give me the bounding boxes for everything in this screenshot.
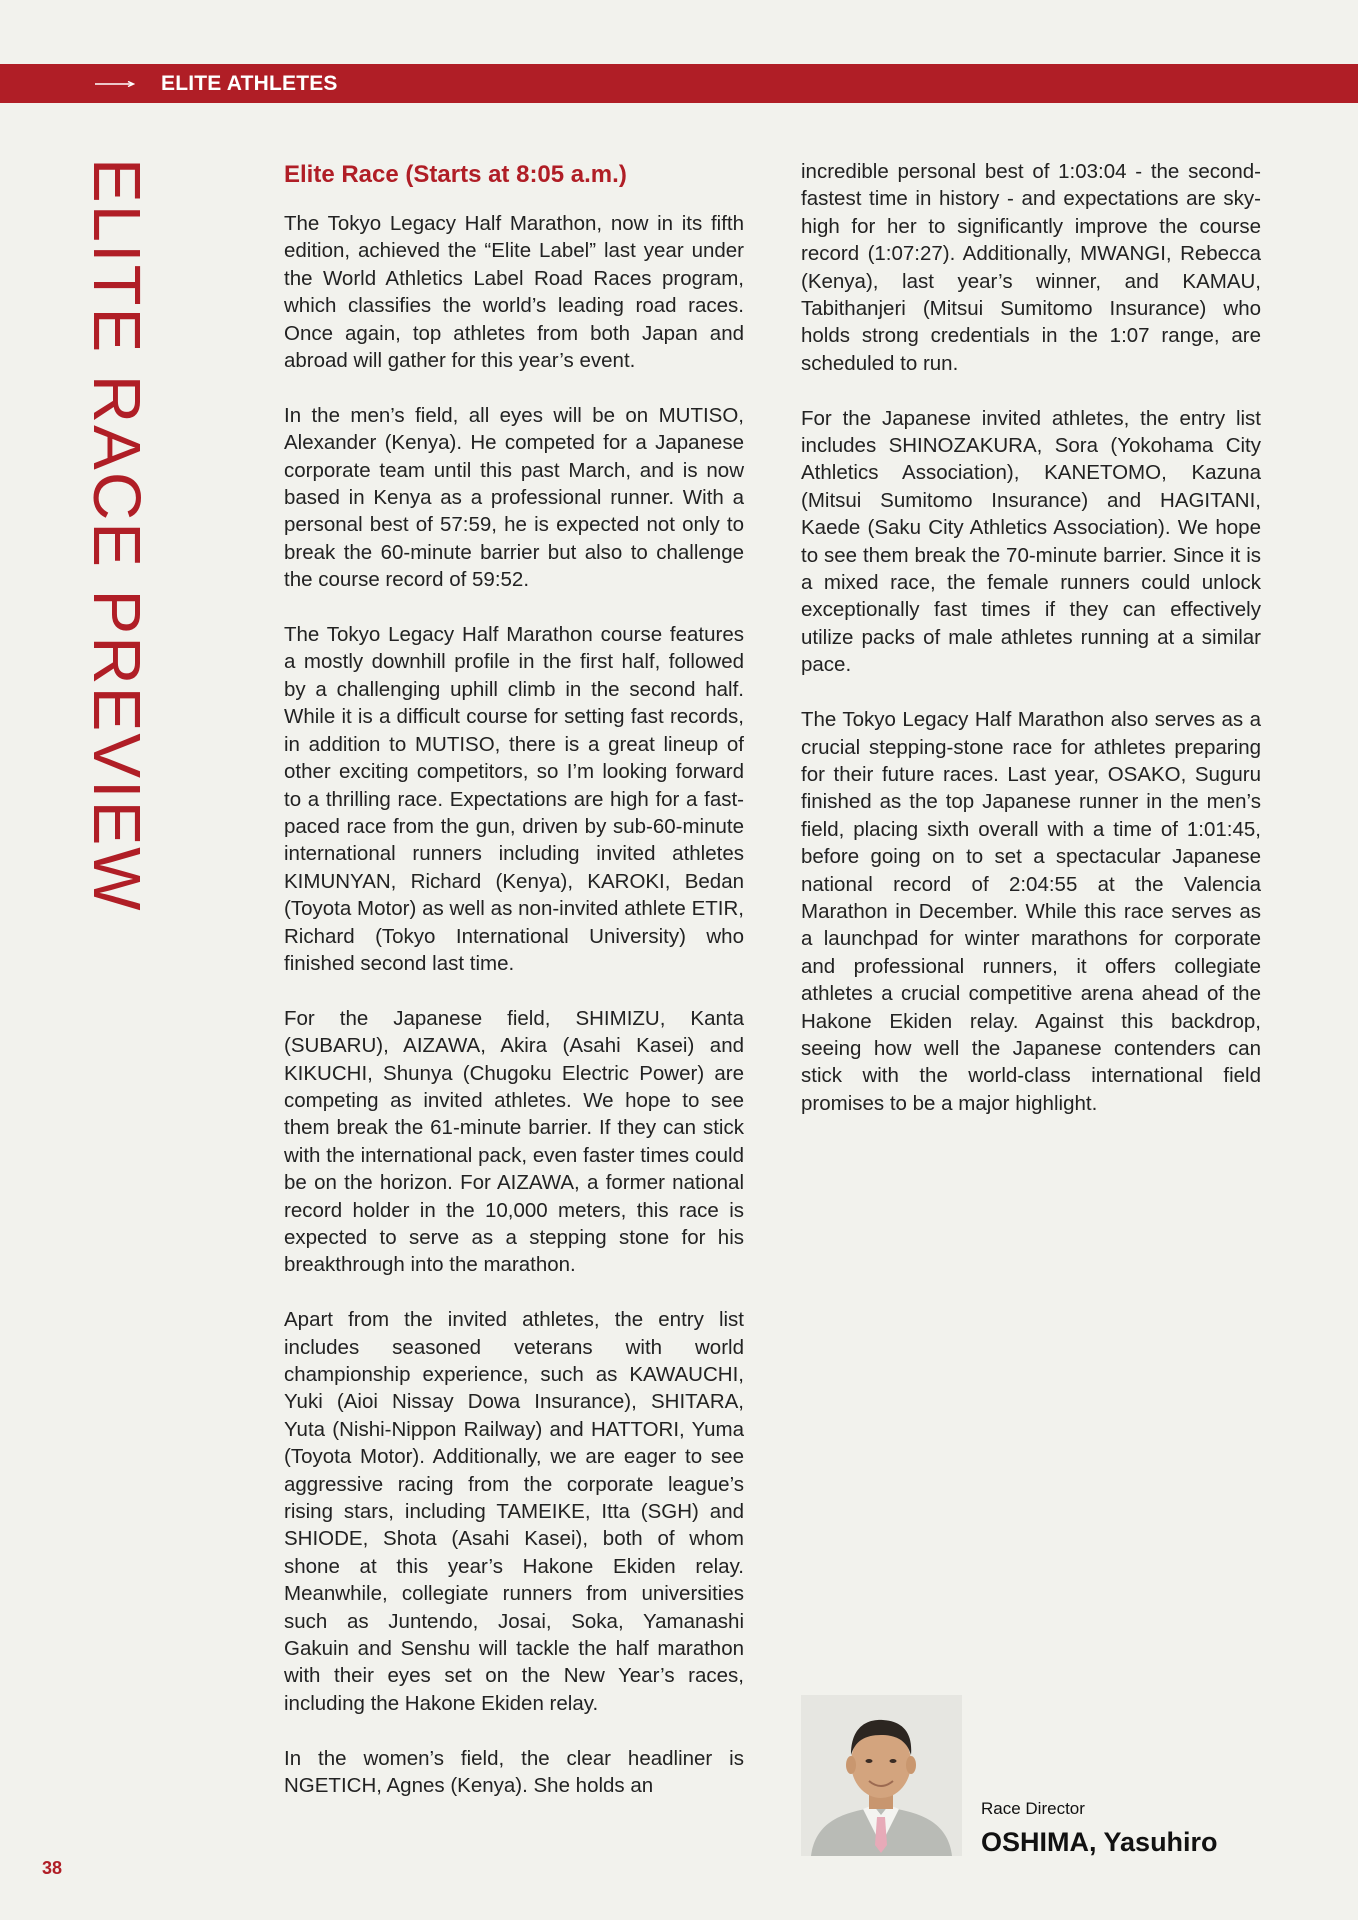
article-paragraph: Apart from the invited athletes, the entry list includes seasoned veterans with world championship experience, such as KAWAUCHI, Yuki (Aioi Nissay Dowa Insurance), SHITARA, Yuta (Nishi-Nippon Railway) and HATTORI, Yuma (Toyota Motor). Additionally, we are eager to see aggressive racing from the corporate league’s rising stars, including TAMEIKE, Itta (SGH) and SHIODE, Shota (Asahi Kasei), both of whom shone at this year’s Hakone Ekiden relay. Meanwhile, collegiate runners from universities such as Juntendo, Josai, Soka, Yamanashi Gakuin and Senshu will tackle the half marathon with their eyes set on the New Year’s races, including the Hakone Ekiden relay. — [284, 1308, 744, 1715]
section-header-bar — [0, 64, 1358, 103]
article-left-column — [284, 158, 744, 1827]
page-number: 38 — [42, 1858, 63, 1878]
article-paragraph: The Tokyo Legacy Half Marathon also serves as a crucial stepping-stone race for athletes preparing for their future races. Last year, OSAKO, Suguru finished as the top Japanese runner in the men’s field, placing sixth overall with a time of 1:01:45, before going on to set a spectacular Japanese national record of 2:04:55 at the Valencia Marathon in December. While this race serves as a launchpad for winter marathons for corporate and professional runners, it offers collegiate athletes a crucial competitive arena ahead of the Hakone Ekiden relay. Against this backdrop, seeing how well the Japanese contenders can stick with the world-class international field promises to be a major highlight. — [801, 708, 1261, 1115]
article-paragraph: For the Japanese invited athletes, the entry list includes SHINOZAKURA, Sora (Yokohama City Athletics Association), KANETOMO, Kazuna (Mitsui Sumitomo Insurance) and HAGITANI, Kaede (Saku City Athletics Association). We hope to see them break the 70-minute barrier. Since it is a mixed race, the female runners could unlock exceptionally fast times if they can effectively utilize packs of male athletes running at a similar pace. — [801, 406, 1261, 677]
article-paragraph: incredible personal best of 1:03:04 - the second-fastest time in history - and expectations are sky-high for her to significantly improve the course record (1:07:27). Additionally, MWANGI, Rebecca (Kenya), last year’s winner, and KAMAU, Tabithanjeri (Mitsui Sumitomo Insurance) who holds strong credentials in the 1:07 range, are scheduled to run. — [801, 160, 1261, 375]
section-label: ELITE ATHLETES — [161, 72, 338, 95]
side-title: ELITE RACE PREVIEW — [79, 158, 154, 913]
article-paragraph: In the men’s field, all eyes will be on MUTISO, Alexander (Kenya). He competed for a Japanese corporate team until this past March, and is now based in Kenya as a professional runner. With a personal best of 57:59, he is expected not only to break the 60-minute barrier but also to challenge the course record of 59:52. — [284, 403, 744, 592]
director-portrait-photo — [801, 1695, 962, 1856]
article-right-column — [801, 158, 1261, 1145]
article-paragraph: For the Japanese field, SHIMIZU, Kanta (SUBARU), AIZAWA, Akira (Asahi Kasei) and KIKUCHI, Shunya (Chugoku Electric Power) are competing as invited athletes. We hope to see them break the 61-minute barrier. If they can stick with the international pack, even faster times could be on the horizon. For AIZAWA, a former national record holder in the 10,000 meters, this race is expected to serve as a stepping stone for his breakthrough into the marathon. — [284, 1006, 744, 1277]
article-paragraph: The Tokyo Legacy Half Marathon, now in its fifth edition, achieved the “Elite Label” last year under the World Athletics Label Road Races program, which classifies the world’s leading road races. Once again, top athletes from both Japan and abroad will gather for this year’s event. — [284, 212, 744, 373]
long-right-arrow-icon — [95, 81, 135, 87]
director-role: Race Director — [981, 1799, 1085, 1818]
article-paragraph: The Tokyo Legacy Half Marathon course features a mostly downhill profile in the first half, followed by a challenging uphill climb in the second half. While it is a difficult course for setting fast records, in addition to MUTISO, there is a great lineup of other exciting competitors, so I’m looking forward to a thrilling race. Expectations are high for a fast-paced race from the gun, driven by sub-60-minute international runners including invited athletes KIMUNYAN, Richard (Kenya), KAROKI, Bedan (Toyota Motor) as well as non-invited athlete ETIR, Richard (Tokyo International University) who finished second last time. — [284, 623, 744, 975]
director-name: OSHIMA, Yasuhiro — [981, 1827, 1218, 1857]
article-heading: Elite Race (Starts at 8:05 a.m.) — [284, 161, 627, 188]
article-paragraph: In the women’s field, the clear headliner is NGETICH, Agnes (Kenya). She holds an — [284, 1746, 744, 1798]
director-caption — [981, 1799, 1218, 1858]
